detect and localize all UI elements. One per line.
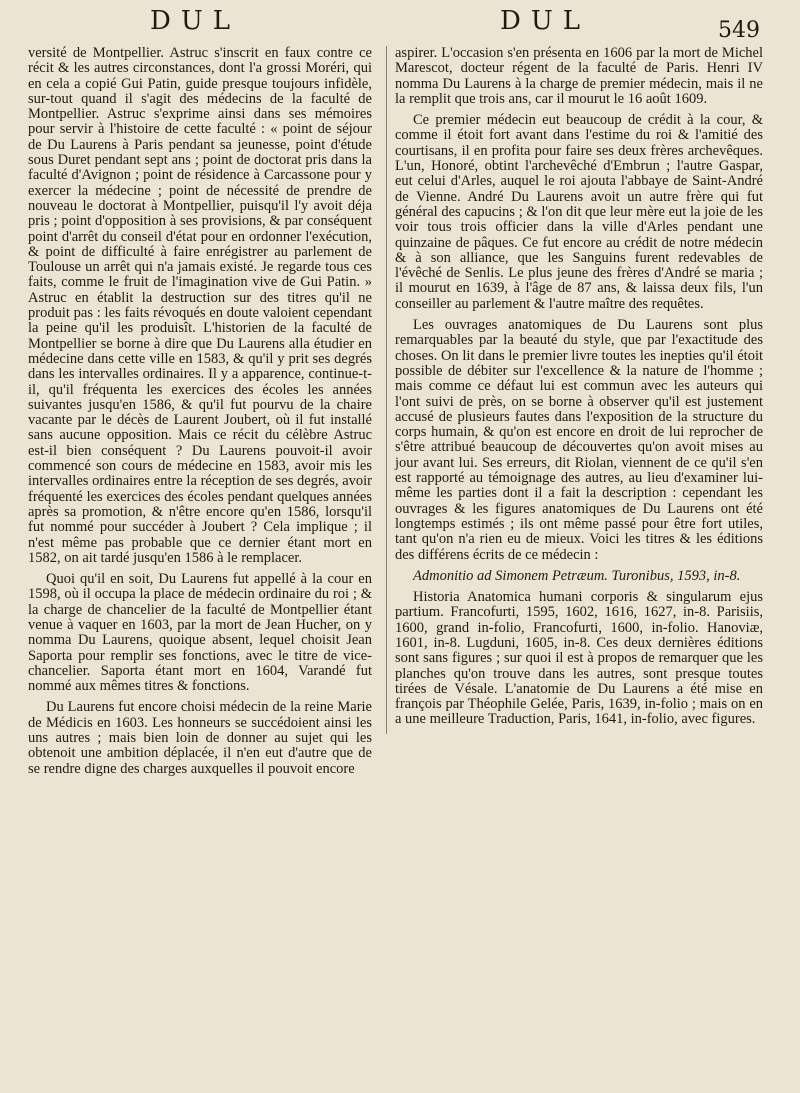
- bibliography-entry: Admonitio ad Simonem Petræum. Turonibus, 1593, in-8.: [413, 567, 741, 584]
- running-title-right: DUL: [500, 6, 591, 36]
- page-number: 549: [718, 18, 760, 43]
- paragraph: aspirer. L'occasion s'en présenta en 1606 par la mort de Michel Marescot, docteur régent de la faculté de Paris. Henri IV nomma Du Laurens à la charge de premier médecin, mais il ne la remplit que trois ans, car il mourut le 16 août 1609.: [395, 45, 763, 107]
- left-column: [28, 46, 372, 783]
- paragraph: Ce premier médecin eut beaucoup de crédit à la cour, & comme il étoit fort avant dans l'estime du roi & l'amitié des courtisans, il en profita pour faire ses deux frères archevêques. L'un, Honoré, obtint l'archevêché d'Embrun ; l'autre Gaspar, eut celui d'Arles, auquel le roi ajouta l'abbaye de Saint-André de Vienne. André Du Laurens avoit un autre frère qui fut général des capucins ; & l'on dit que leur mère eut la joie de les voir tous trois officier dans la ville d'Arles pendant une quinzaine de pâques. Ce fut encore au crédit de notre médecin & à son alliance, que les Sanguins furent redevables de l'évêché de Senlis. Le plus jeune des frères d'André se maria ; il mourut en 1639, à l'âge de 87 ans, & laissa deux fils, l'un conseiller au parlement & l'autre maître des requêtes.: [395, 112, 763, 312]
- running-title-left: DUL: [150, 6, 241, 36]
- paragraph: Quoi qu'il en soit, Du Laurens fut appellé à la cour en 1598, où il occupa la place de médecin ordinaire du roi ; & la charge de chancelier de la faculté de Montpellier étant venue à vaquer en 1603, par la mort de Jean Hucher, on y nomma Du Laurens, quoique absent, lequel choisit Jean Saporta pour remplir ses fonctions, avec le titre de vice-chancelier. Saporta étant mort en 1604, Varandé fut nommé aux mêmes titres & fonctions.: [28, 571, 372, 695]
- bibliography-entry: Historia Anatomica humani corporis & singularum ejus partium. Francofurti, 1595, 1602, 1616, 1627, in-8. Parisiis, 1600, grand in-folio, Francofurti, 1600, in-folio. Hanoviæ, 1601, in-8. Lugduni, 1605, in-8. Ces deux dernières éditions sont sans figures ; sur quoi il est à propos de remarquer que les planches qu'on trouve dans les autres, sont presque toutes tirées de Vésale. L'anatomie de Du Laurens a été mise en françois par Théophile Gelée, Paris, 1639, in-folio ; mais on en a une meilleure Traduction, Paris, 1641, in-folio, avec figures.: [395, 589, 763, 728]
- running-header: [0, 6, 800, 42]
- paragraph: Les ouvrages anatomiques de Du Laurens sont plus remarquables par la beauté du style, que par l'exactitude des choses. On lit dans le premier livre toutes les inepties qu'il étoit possible de débiter sur l'excellence & la nature de l'homme ; mais comme ce défaut lui est commun avec les auteurs qui l'ont suivi de près, on se borne à observer qu'il est justement accusé de plusieurs fautes dans l'exposition de la structure du corps humain, & qu'on est encore en droit de lui reprocher de s'être attribué beaucoup de découvertes qu'on avoit mises au jour avant lui. Ses erreurs, dit Riolan, viennent de ce qu'il s'en est rapporté au témoignage des autres, au lieu d'examiner lui-même les parties dont il a fait la description : cependant les ouvrages & les figures anatomiques de Du Laurens ont été longtemps estimés ; ils ont même passé pour être fort utiles, tant qu'on n'a rien eu de mieux. Voici les titres & les éditions des différens écrits de ce médecin :: [395, 317, 763, 563]
- paragraph: versité de Montpellier. Astruc s'inscrit en faux contre ce récit & les autres circonstances, dont l'a grossi Moréri, qui en cela a copié Gui Patin, guide presque toujours infidèle, sur-tout quand il s'agit des médecins de la faculté de Montpellier. Astruc s'exprime ainsi dans ses mémoires pour servir à l'histoire de cette faculté : « point de séjour de Du Laurens à Paris pendant sa jeunesse, point d'étude sous Duret pendant sept ans ; point de doctorat pris dans la faculté d'Avignon ; point de résidence à Carcassone pour y exercer la médecine ; point de nécessité de prendre de nouveau le doctorat à Montpellier, puisqu'il l'y avoit déja pris ; point d'opposition à ses provisions, & par conséquent point d'arrêt du conseil d'état pour en ordonner l'exécution, & point de difficulté à faire enrégistrer au parlement de Toulouse un arrêt qui n'a jamais existé. Je regarde tous ces faits, comme le fruit de l'imagination vive de Gui Patin. » Astruc en établit la destruction sur des titres qu'il ne produit pas : les faits révoqués en doute valoient cependant la peine qu'il les produisît. L'historien de la faculté de Montpellier se borne à dire que Du Laurens alla étudier en médecine dans cette ville en 1583, & qu'il y prit ses degrés dans les intervalles ordinaires. Il y a apparence, continue-t-il, qu'il fréquenta les exercices des écoles les années suivantes jusqu'en 1586, & qu'il fut pourvu de la chaire vacante par le décès de Laurent Joubert, où il fut installé sans aucune opposition. Mais ce récit du célèbre Astruc est-il bien conséquent ? Du Laurens pouvoit-il avoir commencé son cours de médecine en 1583, avoir mis les intervalles ordinaires entre la réception de ses degrés, avoir fréquenté les exercices des écoles pendant quelques années après sa promotion, & n'être encore qu'en 1586, lorsqu'il fut nommé pour succéder à Joubert ? Cela implique ; il n'est même pas probable que ce dernier étant mort en 1582, on ait tardé jusqu'en 1586 à le remplacer.: [28, 45, 372, 566]
- right-column: [386, 46, 763, 734]
- paragraph: Du Laurens fut encore choisi médecin de la reine Marie de Médicis en 1603. Les honneurs se succédoient ainsi les uns autres ; mais bien loin de donner au sujet qui les obtenoit une ambition déplacée, il n'en eut d'autre que de se rendre digne des charges auxquelles il pouvoit encore: [28, 699, 372, 777]
